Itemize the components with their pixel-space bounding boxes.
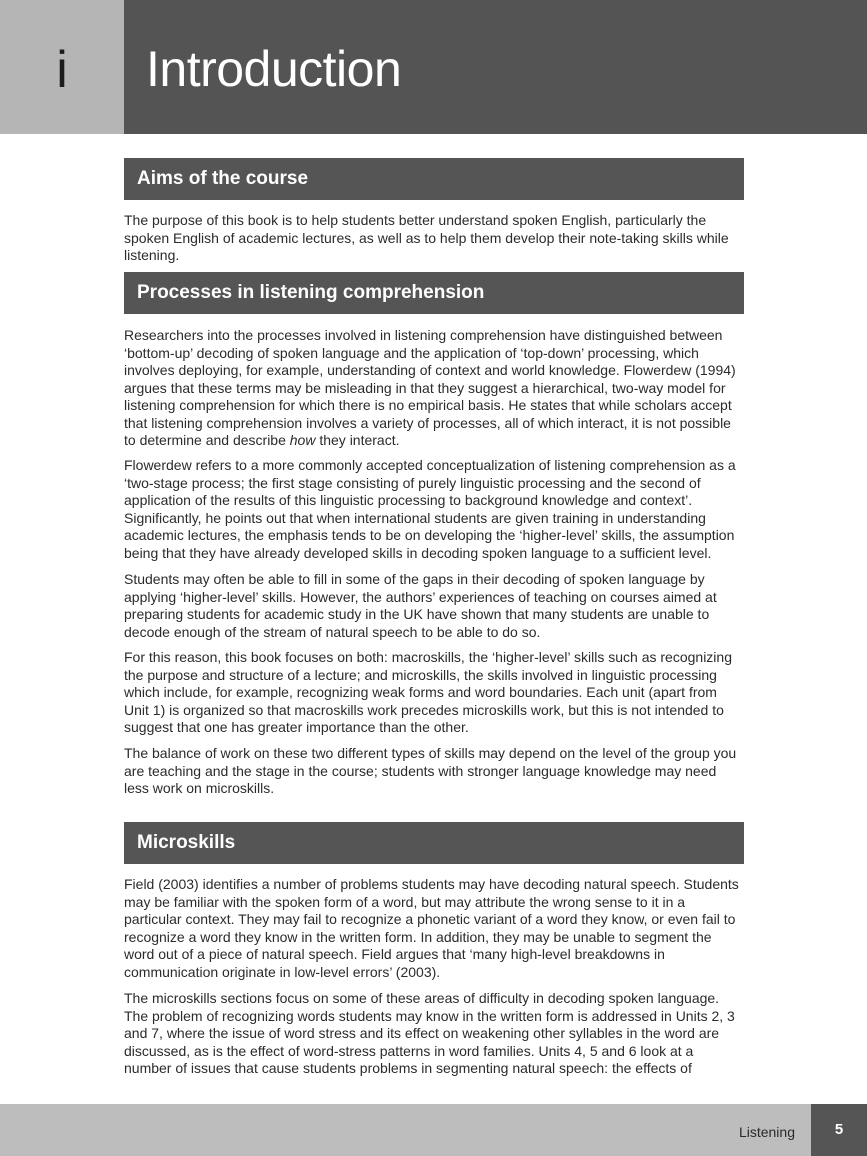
section-heading-microskills [124, 822, 744, 864]
section-heading-aims [124, 158, 744, 200]
chapter-letter-box [0, 0, 124, 134]
chapter-header [0, 0, 867, 134]
paragraph: For this reason, this book focuses on both: macroskills, the ‘higher-level’ skills such as recognizing the purpose and structure of a lecture; and microskills, the skills involved in linguistic processing which include, for example, recognizing weak forms and word boundaries. Each unit (apart from Unit 1) is organized so that macroskills work precedes microskills work, but this is not intended to suggest that one has greater importance than the other. [124, 649, 732, 735]
section-heading-processes [124, 272, 744, 314]
paragraph: Students may often be able to fill in some of the gaps in their decoding of spoken language by applying ‘higher-level’ skills. However, the authors’ experiences of teaching on courses aimed at preparing students for academic study in the UK have shown that many students are unable to decode enough of the stream of natural speech to be able to do so. [124, 571, 717, 640]
page-footer [0, 1104, 867, 1156]
paragraph [124, 327, 744, 450]
section-heading-text: Microskills [137, 832, 236, 853]
paragraph-text: Researchers into the processes involved in listening comprehension have distinguished between ‘bottom-up’ decoding of spoken language and the application of ‘top-down’ processing, which involves deploying, for example, understanding of context and world knowledge. Flowerdew (1994) argues that these terms may be misleading in that they suggest a hierarchical, two-way model for listening comprehension for which there is no empirical basis. He states that while scholars accept that listening comprehension involves a variety of processes, all of which interact, it is not possible to determine and describe [124, 327, 736, 448]
paragraph-text: they interact. [315, 432, 400, 448]
paragraph: The microskills sections focus on some of these areas of difficulty in decoding spoken language. The problem of recognizing words students may know in the written form is addressed in Units 2, 3 and 7, where the issue of word stress and its effect on weakening other syllables in the word are discussed, as is the effect of word-stress patterns in word families. Units 4, 5 and 6 look at a number of issues that cause students problems in segmenting natural speech: the effects of [124, 990, 735, 1076]
paragraph: Flowerdew refers to a more commonly accepted conceptualization of listening comprehension as a ‘two-stage process; the first stage consisting of purely linguistic processing and the second of application of the results of this linguistic processing to background knowledge and context’. Significantly, he points out that when international students are given training in understanding academic lectures, the emphasis tends to be on developing the ‘higher-level’ skills, the assumption being that they have already developed skills in decoding spoken language to a sufficient level. [124, 457, 736, 561]
page-number: 5 [834, 1121, 844, 1138]
footer-label: Listening [738, 1124, 795, 1140]
page-title: Introduction [146, 41, 402, 97]
section-heading-text: Processes in listening comprehension [137, 282, 485, 303]
emphasis-text: how [289, 432, 316, 448]
page-number-box [811, 1104, 867, 1156]
paragraph: Field (2003) identifies a number of problems students may have decoding natural speech. Students may be familiar with the spoken form of a word, but may attribute the wrong sense to it in a particular context. They may fail to recognize a phonetic variant of a word they know, or even fail to recognize a word they know in the written form. In addition, they may be unable to segment the word out of a piece of natural speech. Field argues that ‘many high-level breakdowns in communication originate in low-level errors’ (2003). [124, 876, 739, 980]
paragraph: The balance of work on these two different types of skills may depend on the level of the group you are teaching and the stage in the course; students with stronger language knowledge may need less work on microskills. [124, 745, 737, 796]
section-heading-text: Aims of the course [137, 168, 309, 189]
paragraph: The purpose of this book is to help students better understand spoken English, particularly the spoken English of academic lectures, as well as to help them develop their note-taking skills while listening. [124, 212, 729, 263]
chapter-title-box [124, 0, 867, 134]
chapter-letter: i [56, 41, 68, 99]
